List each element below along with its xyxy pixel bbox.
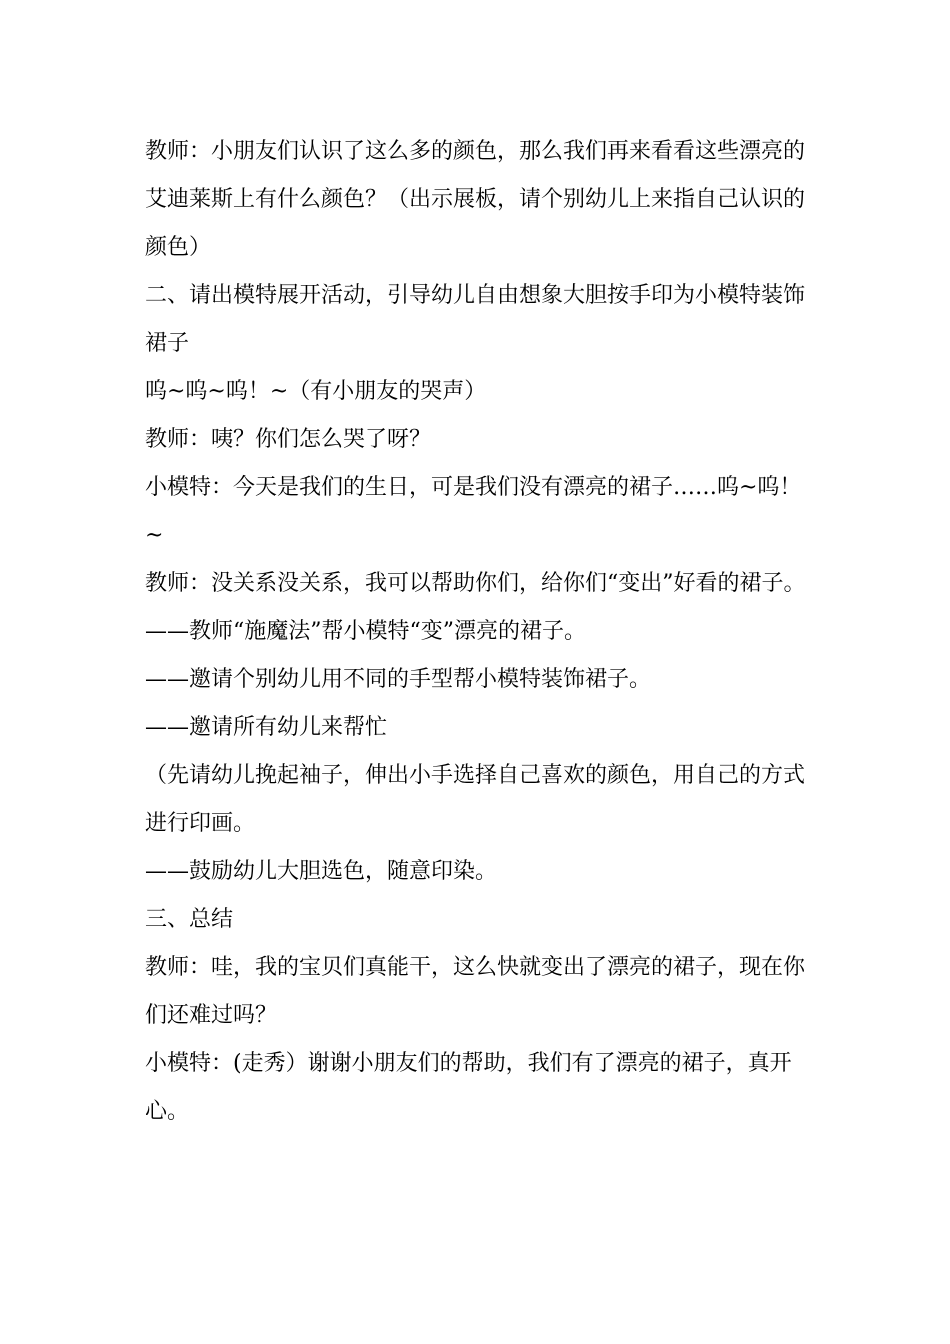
paragraph-section-two: 二、请出模特展开活动，引导幼儿自由想象大胆按手印为小模特装饰裙子 [145,283,806,356]
paragraph-model-birthday: 小模特：今天是我们的生日，可是我们没有漂亮的裙子……呜~呜！~ [145,475,802,548]
paragraph-teacher-help: 教师：没关系没关系，我可以帮助你们，给你们“变出”好看的裙子。 [145,571,806,596]
paragraph-magic: ——教师“施魔法”帮小模特“变”漂亮的裙子。 [145,619,586,644]
document-body [145,128,810,1136]
paragraph-encourage: ——鼓励幼儿大胆选色，随意印染。 [145,859,498,884]
paragraph-crying: 呜~呜~呜！~（有小朋友的哭声） [145,379,487,404]
paragraph-teacher-question: 教师：咦？你们怎么哭了呀？ [145,427,432,452]
paragraph-sleeves: （先请幼儿挽起袖子，伸出小手选择自己喜欢的颜色，用自己的方式进行印画。 [145,763,806,836]
paragraph-model-thanks: 小模特：(走秀）谢谢小朋友们的帮助，我们有了漂亮的裙子，真开心。 [145,1051,792,1124]
paragraph-section-three: 三、总结 [145,907,234,932]
paragraph-teacher-colors: 教师：小朋友们认识了这么多的颜色，那么我们再来看看这些漂亮的艾迪莱斯上有什么颜色？（出示展板，请个别幼儿上来指自己认识的颜色） [145,139,806,260]
paragraph-invite-some: ——邀请个别幼儿用不同的手型帮小模特装饰裙子。 [145,667,652,692]
paragraph-teacher-praise: 教师：哇，我的宝贝们真能干，这么快就变出了漂亮的裙子，现在你们还难过吗？ [145,955,806,1028]
paragraph-invite-all: ——邀请所有幼儿来帮忙 [145,715,388,740]
